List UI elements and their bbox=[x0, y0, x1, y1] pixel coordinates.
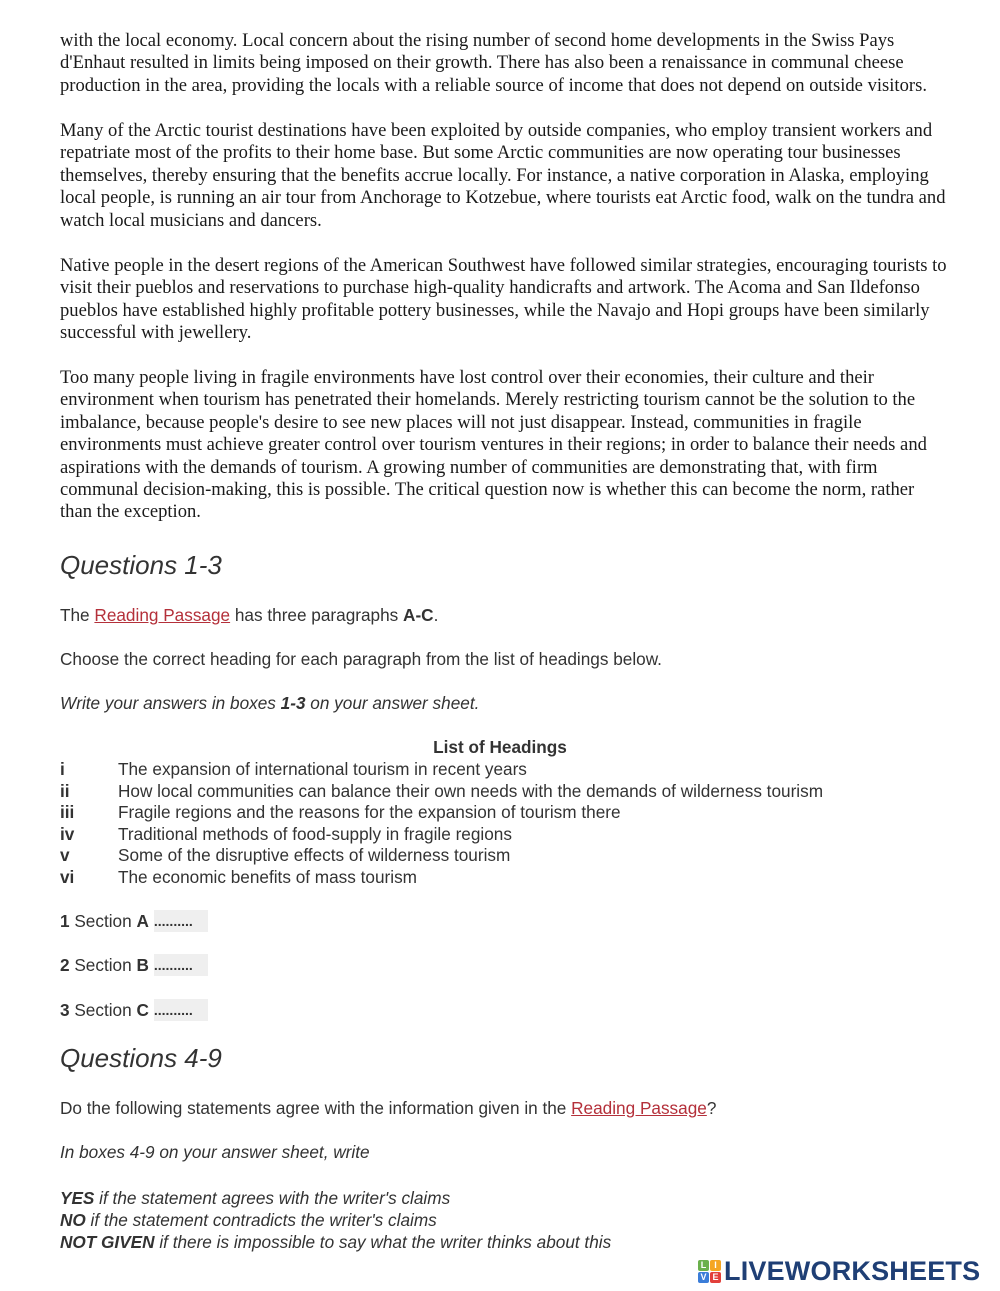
section-2-question bbox=[60, 1098, 716, 1119]
heading-text: The expansion of international tourism in recent years bbox=[118, 759, 527, 779]
intro-paragraph-range: A-C bbox=[403, 605, 434, 625]
tile-i: I bbox=[710, 1260, 721, 1271]
section-letter: C bbox=[136, 999, 149, 1020]
option-yes bbox=[60, 1187, 611, 1209]
section-letter: B bbox=[136, 954, 149, 975]
heading-item bbox=[60, 759, 823, 781]
write-prefix: Write your answers in boxes bbox=[60, 693, 281, 713]
write-suffix: on your answer sheet. bbox=[305, 693, 480, 713]
section-label: Section bbox=[74, 954, 132, 975]
heading-text: Traditional methods of food-supply in fragile regions bbox=[118, 823, 512, 844]
answer-placeholder: .......... bbox=[153, 957, 193, 973]
intro-middle: has three paragraphs bbox=[230, 605, 404, 625]
passage-paragraph-2: Many of the Arctic tourist destinations have been exploited by outside companies, who employ transient workers and repatriate most of the profits to their home base. But some Arctic communities are now operating tour businesses themselves, thereby ensuring that the benefits accrue locally. For instance, a native corporation in Alaska, employing local people, is running an air tour from Anchorage to Kotzebue, where tourists eat Arctic food, walk on the tundra and watch local musicians and dancers. bbox=[60, 120, 946, 231]
answer-options-legend bbox=[60, 1187, 611, 1253]
reading-passage-link[interactable]: Reading Passage bbox=[571, 1098, 707, 1118]
section-title-questions-1-3: Questions 1-3 bbox=[60, 550, 222, 580]
tile-l: L bbox=[698, 1260, 709, 1271]
answer-placeholder: .......... bbox=[153, 913, 193, 929]
intro-suffix: . bbox=[433, 605, 439, 625]
write-box-range: 1-3 bbox=[280, 693, 306, 713]
section-label: Section bbox=[74, 999, 132, 1020]
heading-item bbox=[60, 802, 823, 824]
heading-text: How local communities can balance their own needs with the demands of wilderness tourism bbox=[118, 780, 824, 801]
heading-numeral: ii bbox=[60, 780, 70, 801]
answer-row-2 bbox=[60, 954, 208, 976]
answer-input-3[interactable] bbox=[154, 999, 208, 1021]
heading-text: Some of the disruptive effects of wilderness tourism bbox=[118, 845, 511, 866]
heading-item bbox=[60, 781, 823, 803]
heading-item bbox=[60, 867, 823, 889]
intro-prefix: The bbox=[60, 605, 95, 625]
logo-wordmark: LIVEWORKSHEETS bbox=[724, 1256, 981, 1286]
question-prefix: Do the following statements agree with the information given in the bbox=[60, 1098, 572, 1118]
heading-numeral: iv bbox=[60, 823, 75, 844]
question-number: 3 bbox=[60, 999, 70, 1020]
question-number: 2 bbox=[60, 954, 70, 975]
passage-paragraph-4: Too many people living in fragile environments have lost control over their economies, their culture and their environment when tourism has penetrated their homelands. Merely restricting tourism cannot be the solution to the imbalance, because people's desire to see new places will not just disappear. Instead, communities in fragile environments must achieve greater control over tourism ventures in their regions; in order to balance their needs and aspirations with the demands of tourism. A growing number of communities are demonstrating that, with firm communal decision-making, this is possible. The critical question now is whether this can become the norm, rather than the exception. bbox=[60, 367, 927, 523]
section-title-questions-4-9: Questions 4-9 bbox=[60, 1043, 222, 1073]
question-suffix: ? bbox=[706, 1098, 717, 1118]
heading-numeral: vi bbox=[60, 866, 75, 887]
liveworksheets-logo bbox=[698, 1256, 980, 1287]
section-2-instruction: In boxes 4-9 on your answer sheet, write bbox=[60, 1142, 370, 1162]
heading-item bbox=[60, 824, 823, 846]
answer-input-2[interactable] bbox=[154, 954, 208, 976]
section-1-intro bbox=[60, 605, 438, 626]
tile-e: E bbox=[710, 1272, 721, 1283]
passage-paragraph-1-tail: with the local economy. Local concern about the rising number of second home developments in the Swiss Pays d'Enhaut resulted in limits being imposed on their growth. There has also been a renaissance in communal cheese production in the area, providing the locals with a reliable source of income that does not depend on outside visitors. bbox=[60, 30, 927, 96]
answer-placeholder: .......... bbox=[153, 1002, 193, 1018]
option-key: NO bbox=[60, 1210, 86, 1230]
headings-list bbox=[60, 759, 823, 889]
live-tiles-icon bbox=[698, 1260, 721, 1283]
section-1-instruction: Choose the correct heading for each paragraph from the list of headings below. bbox=[60, 649, 662, 669]
option-desc: if the statement contradicts the writer's claims bbox=[85, 1210, 437, 1230]
reading-passage-link[interactable]: Reading Passage bbox=[94, 605, 231, 625]
section-1-write-instruction bbox=[60, 693, 479, 714]
option-key: YES bbox=[60, 1188, 95, 1208]
option-desc: if there is impossible to say what the writer thinks about this bbox=[154, 1232, 612, 1252]
question-number: 1 bbox=[60, 910, 70, 931]
answer-row-3 bbox=[60, 999, 208, 1021]
option-no bbox=[60, 1209, 611, 1231]
heading-numeral: i bbox=[60, 759, 65, 779]
section-letter: A bbox=[136, 910, 149, 931]
passage-paragraph-3: Native people in the desert regions of the American Southwest have followed similar strategies, encouraging tourists to visit their pueblos and reservations to purchase high-quality handicrafts and artwork. The Acoma and San Ildefonso pueblos have established highly profitable pottery businesses, while the Navajo and Hopi groups have been similarly successful with jewellery. bbox=[60, 255, 947, 344]
list-of-headings-title: List of Headings bbox=[433, 737, 567, 757]
section-label: Section bbox=[74, 910, 132, 931]
heading-numeral: v bbox=[60, 845, 70, 866]
answer-row-1 bbox=[60, 910, 208, 932]
heading-numeral: iii bbox=[60, 802, 75, 823]
option-key: NOT GIVEN bbox=[60, 1232, 155, 1252]
answer-input-1[interactable] bbox=[154, 910, 208, 932]
heading-text: Fragile regions and the reasons for the expansion of tourism there bbox=[118, 802, 621, 823]
option-desc: if the statement agrees with the writer's claims bbox=[94, 1188, 451, 1208]
tile-v: V bbox=[698, 1272, 709, 1283]
heading-item bbox=[60, 845, 823, 867]
option-not-given bbox=[60, 1231, 611, 1253]
heading-text: The economic benefits of mass tourism bbox=[118, 866, 417, 887]
